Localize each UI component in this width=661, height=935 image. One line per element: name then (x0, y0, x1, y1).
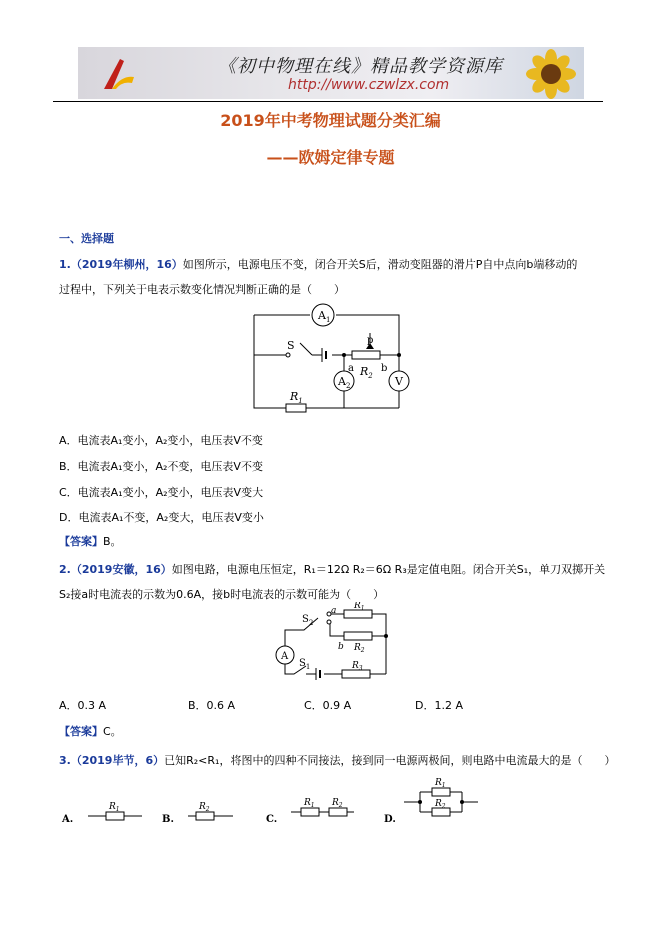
q2-text1: 如图电路，电源电压恒定，R₁＝12Ω R₂＝6Ω R₃是定值电阻。闭合开关S₁，单刀双掷开关 (171, 563, 606, 576)
q3-diagrams (58, 770, 508, 830)
q3-c-r1-label: R (304, 798, 311, 808)
svg-text:R1 (108, 802, 120, 813)
q2-answer-value: C。 (103, 725, 122, 738)
q2-circuit-diagram (268, 602, 403, 687)
svg-text:R1 (434, 778, 446, 789)
q1-text1: 如图所示，电源电压不变，闭合开关S后，滑动变阻器的滑片P自中点向b端移动的 (182, 258, 578, 271)
q1-answer (59, 533, 122, 549)
q1-r2-sub: 2 (368, 372, 373, 380)
sunflower-icon (518, 49, 584, 99)
q1-line2: 过程中，下列关于电表示数变化情况判断正确的是（ ） (59, 283, 345, 296)
q2-r1-sub: 1 (360, 605, 365, 612)
q3-number: 3. (59, 754, 71, 767)
q2-number: 2. (59, 563, 71, 576)
q1-voltmeter-label: V (395, 375, 403, 388)
q1-end-a-label: a (348, 363, 354, 374)
q3-c-r2-label: R (332, 798, 339, 808)
svg-text:R1 (289, 390, 303, 405)
q1-option-d: D．电流表A₁不变，A₂变大，电压表V变小 (59, 511, 264, 524)
q3-b-r2-sub: 2 (205, 806, 210, 813)
banner-text: 《初中物理在线》精品教学资源库 (218, 56, 503, 77)
q1-line1 (59, 256, 577, 272)
q3-c-r1-sub: 1 (310, 802, 315, 809)
q3-d-r1-label: R (435, 778, 442, 788)
q2-line2: S₂接a时电流表的示数为0.6A，接b时电流表的示数可能为（ ） (59, 588, 385, 601)
q1-r1-label: R (290, 390, 299, 403)
q3-option-b-letter: B. (162, 814, 174, 825)
q1-circuit-diagram (240, 303, 420, 418)
q1-answer-value: B。 (103, 535, 122, 548)
section-heading: 一、选择题 (59, 232, 114, 245)
q2-s2-label: S (302, 614, 309, 625)
q3-text1: 已知R₂<R₁，将图中的四种不同接法，接到同一电源两极间，则电路中电流最大的是（ ） (164, 754, 616, 767)
q1-switch-label: S (287, 339, 295, 352)
q3-b-r2-label: R (199, 802, 206, 812)
q1-ammeter-a2-label: A (338, 375, 346, 388)
q2-contact-b-label: b (338, 642, 344, 652)
q2-option-b: B．0.6 A (188, 699, 236, 712)
q3-a-r1-sub: 1 (115, 806, 120, 813)
q1-end-b-label: b (381, 363, 388, 374)
svg-text:R2 (353, 643, 365, 654)
q3-option-d-letter: D. (384, 814, 396, 825)
q3-c-r2-sub: 2 (338, 802, 343, 809)
q2-option-d: D．1.2 A (415, 699, 463, 712)
svg-text:R1 (303, 798, 315, 809)
q2-ammeter-label: A (281, 651, 289, 662)
q2-r3-label: R (352, 661, 359, 671)
svg-text:R2 (198, 802, 210, 813)
svg-text:R1 (353, 602, 365, 612)
svg-text:R2 (359, 365, 373, 380)
q2-s2-sub: 2 (308, 619, 314, 627)
q1-ammeter-a1-label: A (318, 309, 326, 322)
svg-text:R2 (434, 799, 446, 810)
q2-r1-label: R (354, 602, 361, 611)
q1-source: （2019年柳州，16） (70, 258, 183, 271)
q3-source: （2019毕节，6） (70, 754, 165, 767)
q2-r2-label: R (354, 643, 361, 653)
q1-answer-label: 【答案】 (59, 535, 103, 548)
q3-option-a-letter: A. (62, 814, 74, 825)
q2-s1-sub: 1 (305, 663, 311, 671)
q1-option-c: C．电流表A₁变小，A₂变小，电压表V变大 (59, 486, 264, 499)
q1-ammeter-a2-sub: 2 (345, 382, 351, 390)
q2-s1-label: S (299, 658, 306, 669)
q2-r2-sub: 2 (360, 647, 365, 654)
logo-icon (98, 53, 138, 93)
svg-text:R3 (351, 661, 363, 672)
q3-line1 (59, 752, 615, 768)
q3-d-r1-sub: 1 (441, 782, 446, 789)
q1-option-b: B．电流表A₁变小，A₂不变，电压表V不变 (59, 460, 263, 473)
header-banner (78, 47, 584, 99)
page-title: 2019年中考物理试题分类汇编 (220, 111, 441, 130)
page-subtitle: ——欧姆定律专题 (266, 148, 395, 167)
svg-text:S2 (302, 614, 313, 627)
q1-slider-label: p (367, 335, 374, 346)
q3-option-c-letter: C. (266, 814, 278, 825)
q1-number: 1. (59, 258, 71, 271)
banner-url: http://www.czwlzx.com (288, 77, 450, 93)
svg-text:R2 (331, 798, 343, 809)
q3-d-r2-label: R (435, 799, 442, 809)
q2-answer-label: 【答案】 (59, 725, 103, 738)
header-rule (53, 101, 603, 102)
q3-a-r1-label: R (109, 802, 116, 812)
q2-option-a: A．0.3 A (59, 699, 107, 712)
q1-ammeter-a1-sub: 1 (325, 316, 331, 324)
q1-r2-label: R (360, 365, 369, 378)
q2-option-c: C．0.9 A (304, 699, 352, 712)
q1-option-a: A．电流表A₁变小，A₂变小，电压表V不变 (59, 434, 263, 447)
q2-r3-sub: 3 (358, 665, 363, 672)
q1-r1-sub: 1 (298, 397, 303, 405)
q2-line1 (59, 561, 605, 577)
q2-answer (59, 723, 122, 739)
q2-source: （2019安徽，16） (70, 563, 172, 576)
q2-contact-a-label: a (331, 606, 337, 616)
q3-d-r2-sub: 2 (441, 803, 446, 810)
